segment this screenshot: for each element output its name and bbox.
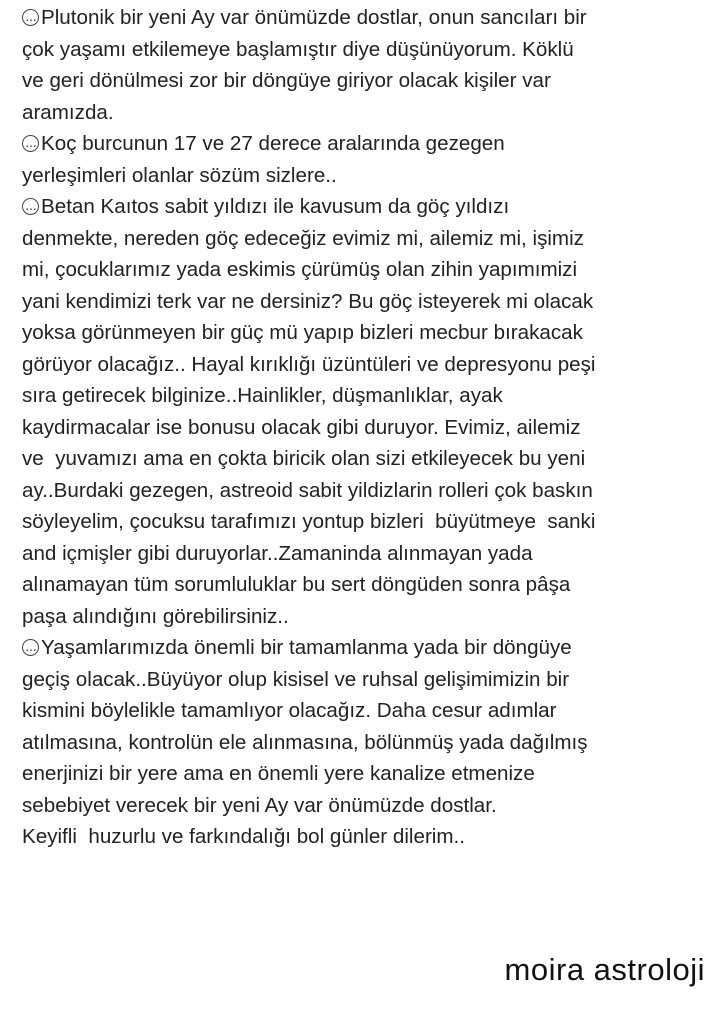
signature: moira astroloji	[504, 952, 705, 987]
post-paragraph-3	[22, 191, 712, 632]
post-paragraph-4	[22, 632, 712, 853]
post-body	[22, 2, 712, 853]
paragraph-text: Koç burcunun 17 ve 27 derece aralarında gezegen yerleşimleri olanlar sözüm sizlere..	[22, 132, 505, 187]
paragraph-text: Yaşamlarımızda önemli bir tamamlanma yada bir döngüye geçiş olacak..Büyüyor olup kisisel ve ruhsal gelişimimizin bir kismini böylelikle tamamlıyor olacağız. Daha cesur adımlar atılmasına, kontrolün ele alınmasına, bölünmüş yada dağılmış enerjinizi bir yere ama en önemli yere kanalize etmenize sebebiyet verecek bir yeni Ay var önümüzde dostlar. Keyifli huzurlu ve farkındalığı bol günler dilerim..	[22, 636, 588, 848]
paragraph-text: Betan Kaıtos sabit yıldızı ile kavusum da göç yıldızı denmekte, nereden göç edeceğiz evimiz mi, ailemiz mi, işimiz mi, çocuklarımız yada eskimis çürümüş olan zihin yapımımizi yani kendimizi terk var ne dersiniz? Bu göç isteyerek mi olacak yoksa görünmeyen bir güç mü yapıp bizleri mecbur bırakacak görüyor olacağız.. Hayal kırıklığı üzüntüleri ve depresyonu peşi sıra getirecek bilginize..Hainlikler, düşmanlıklar, ayak kaydirmacalar ise bonusu olacak gibi duruyor. Evimiz, ailemiz ve yuvamızı ama en çokta biricik olan sizi etkileyecek bu yeni ay..Burdaki gezegen, astreoid sabit yildizlarin rolleri çok baskın söyleyelim, çocuksu tarafımızı yontup bizleri büyütmeye sanki and içmişler gibi duruyorlar..Zamaninda alınmayan yada alınamayan tüm sorumluluklar bu sert döngüden sonra pâşa paşa alındığını görebilirsiniz..	[22, 195, 596, 628]
ellipsis-bubble-icon	[22, 9, 39, 26]
post-paragraph-2	[22, 128, 712, 191]
paragraph-text: Plutonik bir yeni Ay var önümüzde dostlar, onun sancıları bir çok yaşamı etkilemeye başlamıştır diye düşünüyorum. Köklü ve geri dönülmesi zor bir döngüye giriyor olacak kişiler var aramızda.	[22, 6, 587, 124]
ellipsis-bubble-icon	[22, 198, 39, 215]
post-paragraph-1	[22, 2, 712, 128]
ellipsis-bubble-icon	[22, 135, 39, 152]
ellipsis-bubble-icon	[22, 639, 39, 656]
